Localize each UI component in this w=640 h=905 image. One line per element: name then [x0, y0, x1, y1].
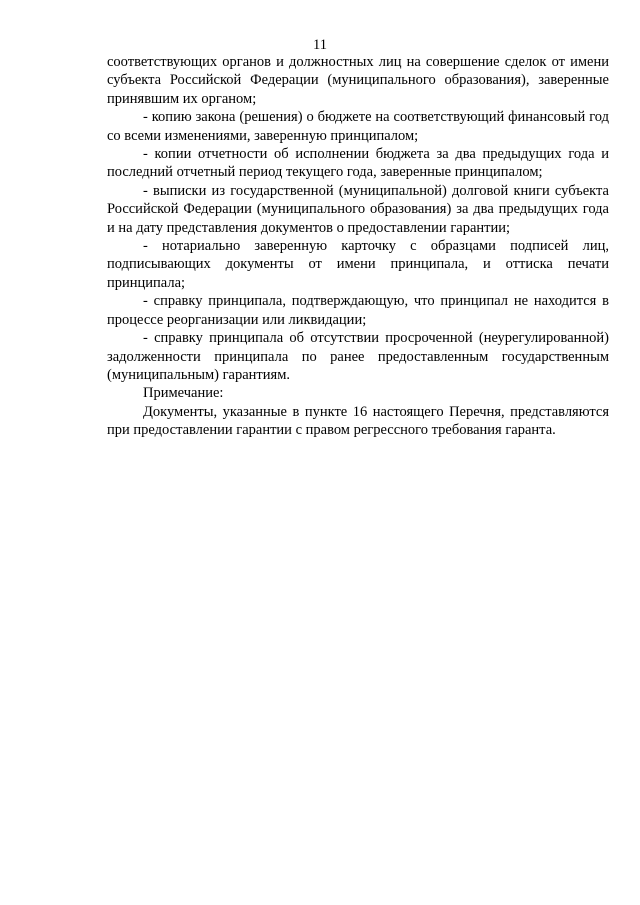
note-text: Документы, указанные в пункте 16 настоящего Перечня, представляются при предоставлении гарантии с правом регрессного требования гаранта. — [107, 403, 609, 439]
list-item-debt-certificate: - справку принципала об отсутствии просроченной (неурегулированной) задолженности принципала по ранее предоставленным государственным (муниципальным) гарантиям. — [107, 330, 609, 383]
list-item-budget-law: - копию закона (решения) о бюджете на соответствующий финансовый год со всеми изменениями, заверенную принципалом; — [107, 109, 609, 144]
list-item-signature-card: - нотариально заверенную карточку с образцами подписей лиц, подписывающих документы от имени принципала, и оттиска печати принципала; — [107, 238, 609, 291]
page-number: 11 — [313, 37, 327, 53]
document-body — [107, 53, 609, 440]
list-item-reorganization-certificate: - справку принципала, подтверждающую, что принципал не находится в процессе реорганизации или ликвидации; — [107, 293, 609, 328]
list-item-debt-book-extract: - выписки из государственной (муниципальной) долговой книги субъекта Российской Федерации (муниципального образования) за два предыдущих года и на дату представления документов о предоставлении гарантии; — [107, 182, 609, 236]
note-heading: Примечание: — [143, 385, 224, 402]
list-item-budget-report: - копии отчетности об исполнении бюджета за два предыдущих года и последний отчетный период текущего года, заверенные принципалом; — [107, 146, 609, 181]
paragraph-continuation: соответствующих органов и должностных лиц на совершение сделок от имени субъекта Российской Федерации (муниципального образования), заверенные принявшим их органом; — [107, 54, 609, 107]
